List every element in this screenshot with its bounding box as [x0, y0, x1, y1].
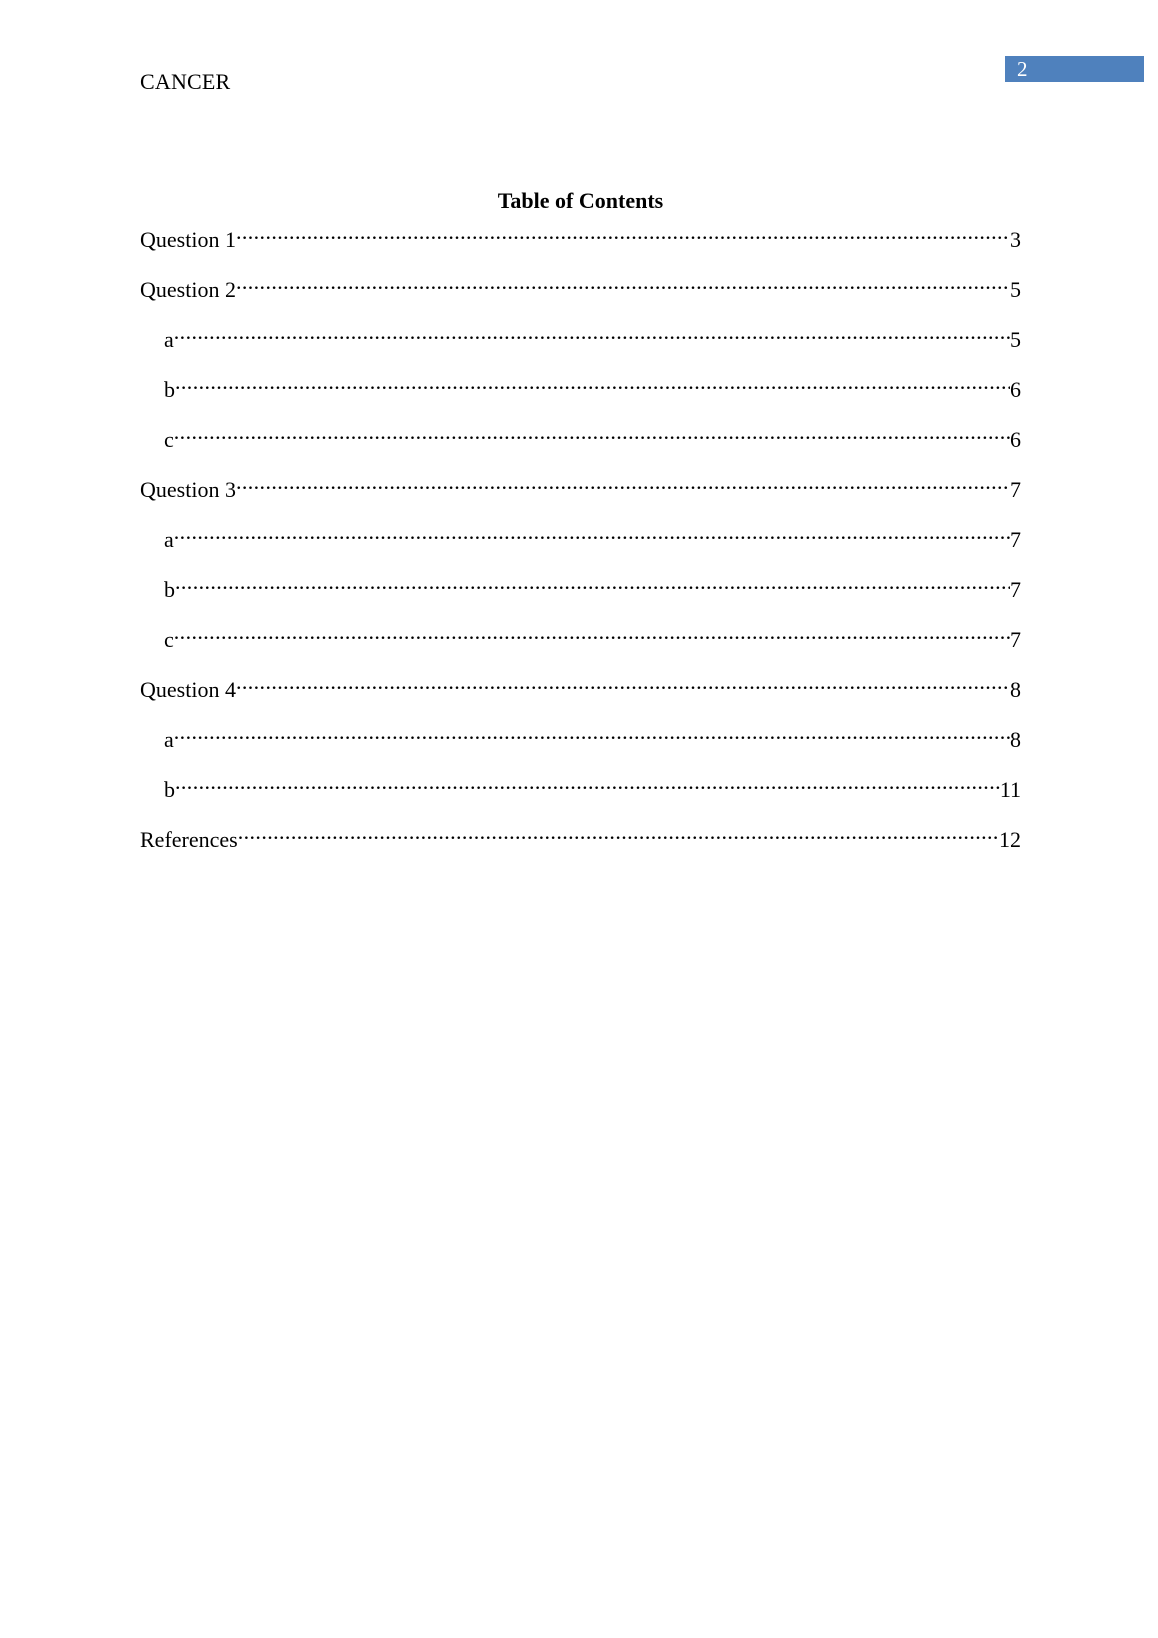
toc-entry-page: 3: [1010, 225, 1021, 255]
toc-entry-page: 7: [1010, 475, 1021, 505]
page-number: 2: [1017, 57, 1028, 81]
toc-entry-question-4-b[interactable]: [140, 767, 1021, 817]
toc-entry-question-3[interactable]: [140, 467, 1021, 517]
toc-entry-question-3-c[interactable]: [140, 617, 1021, 667]
dot-leader: [174, 717, 1010, 747]
toc-entry-page: 7: [1010, 625, 1021, 655]
toc-entry-label: Question 4: [140, 677, 236, 702]
dot-leader: [174, 417, 1010, 447]
dot-leader: [174, 617, 1010, 647]
toc-entry-label: b: [164, 377, 175, 402]
toc-entry-label: References: [140, 827, 238, 852]
toc-entry-label: a: [164, 327, 174, 352]
toc-entry-question-2-c[interactable]: [140, 417, 1021, 467]
dot-leader: [175, 567, 1010, 597]
dot-leader: [238, 817, 999, 847]
toc-entry-question-1[interactable]: [140, 217, 1021, 267]
toc-entry-question-3-a[interactable]: [140, 517, 1021, 567]
toc-entry-question-4-a[interactable]: [140, 717, 1021, 767]
toc-entry-page: 8: [1010, 675, 1021, 705]
dot-leader: [174, 317, 1010, 347]
dot-leader: [236, 667, 1010, 697]
toc-entry-label: a: [164, 727, 174, 752]
dot-leader: [236, 267, 1010, 297]
toc-entry-label: c: [164, 627, 174, 652]
toc-entry-label: c: [164, 427, 174, 452]
dot-leader: [236, 217, 1010, 247]
page-number-badge: [1005, 56, 1144, 82]
dot-leader: [174, 517, 1010, 547]
toc-entry-page: 8: [1010, 725, 1021, 755]
toc-entry-label: b: [164, 577, 175, 602]
toc-entry-label: Question 1: [140, 227, 236, 252]
toc-entry-page: 12: [999, 825, 1021, 855]
toc-entry-label: Question 2: [140, 277, 236, 302]
toc-entry-label: a: [164, 527, 174, 552]
toc-entry-question-4[interactable]: [140, 667, 1021, 717]
dot-leader: [236, 467, 1010, 497]
toc-entry-page: 7: [1010, 525, 1021, 555]
toc-entry-question-2-a[interactable]: [140, 317, 1021, 367]
toc-entry-question-2-b[interactable]: [140, 367, 1021, 417]
toc-entry-page: 11: [1000, 775, 1021, 805]
toc-entry-label: Question 3: [140, 477, 236, 502]
toc-entry-page: 5: [1010, 325, 1021, 355]
toc-entry-label: b: [164, 777, 175, 802]
toc-entry-question-3-b[interactable]: [140, 567, 1021, 617]
dot-leader: [175, 767, 1000, 797]
toc-entry-page: 6: [1010, 375, 1021, 405]
toc-entry-question-2[interactable]: [140, 267, 1021, 317]
toc-entry-page: 7: [1010, 575, 1021, 605]
toc-title: Table of Contents: [497, 188, 664, 213]
toc-entry-page: 5: [1010, 275, 1021, 305]
running-head: CANCER: [140, 69, 231, 94]
table-of-contents: [140, 217, 1021, 867]
dot-leader: [175, 367, 1010, 397]
toc-entry-references[interactable]: [140, 817, 1021, 867]
toc-entry-page: 6: [1010, 425, 1021, 455]
